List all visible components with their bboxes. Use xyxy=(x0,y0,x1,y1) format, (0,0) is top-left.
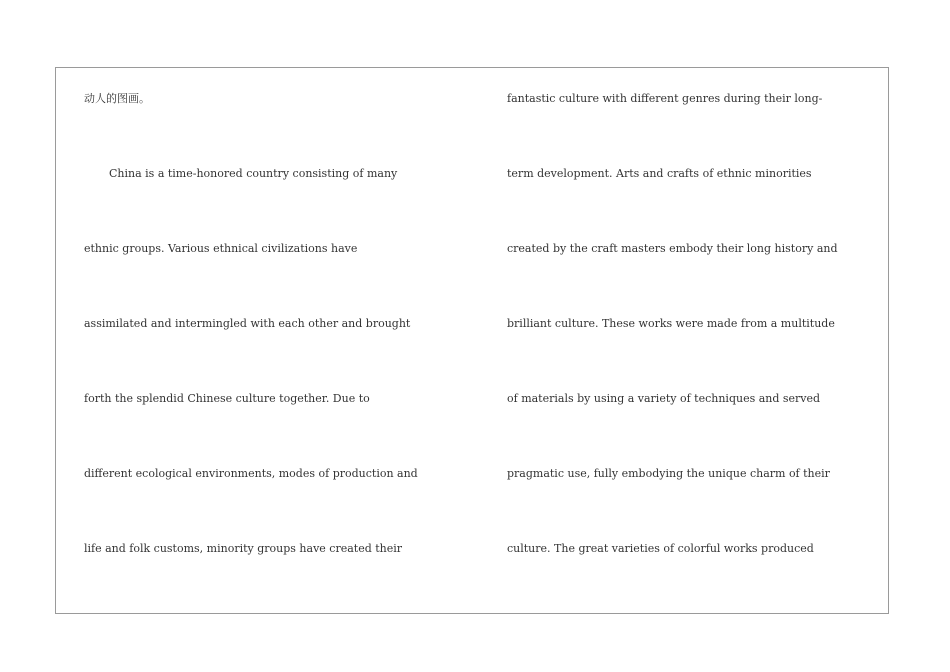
text-line: pragmatic use, fully embodying the unique charm of their xyxy=(507,467,830,480)
text-line: assimilated and intermingled with each other and brought xyxy=(84,317,411,330)
text-line: of materials by using a variety of techniques and served xyxy=(507,392,821,405)
text-line: China is a time-honored country consisting of many xyxy=(109,167,398,180)
text-line: ethnic groups. Various ethnical civilizations have xyxy=(84,242,358,255)
text-line: created by the craft masters embody their long history and xyxy=(507,242,838,255)
text-line: 动人的图画。 xyxy=(84,92,150,105)
text-line: different ecological environments, modes of production and xyxy=(84,467,418,480)
document-page xyxy=(55,67,889,614)
text-line: term development. Arts and crafts of ethnic minorities xyxy=(507,167,812,180)
text-line: life and folk customs, minority groups have created their xyxy=(84,542,403,555)
text-line: fantastic culture with different genres during their long- xyxy=(507,92,823,105)
text-line: culture. The great varieties of colorful works produced xyxy=(507,542,814,555)
text-line: brilliant culture. These works were made from a multitude xyxy=(507,317,835,330)
text-line: forth the splendid Chinese culture together. Due to xyxy=(84,392,370,405)
